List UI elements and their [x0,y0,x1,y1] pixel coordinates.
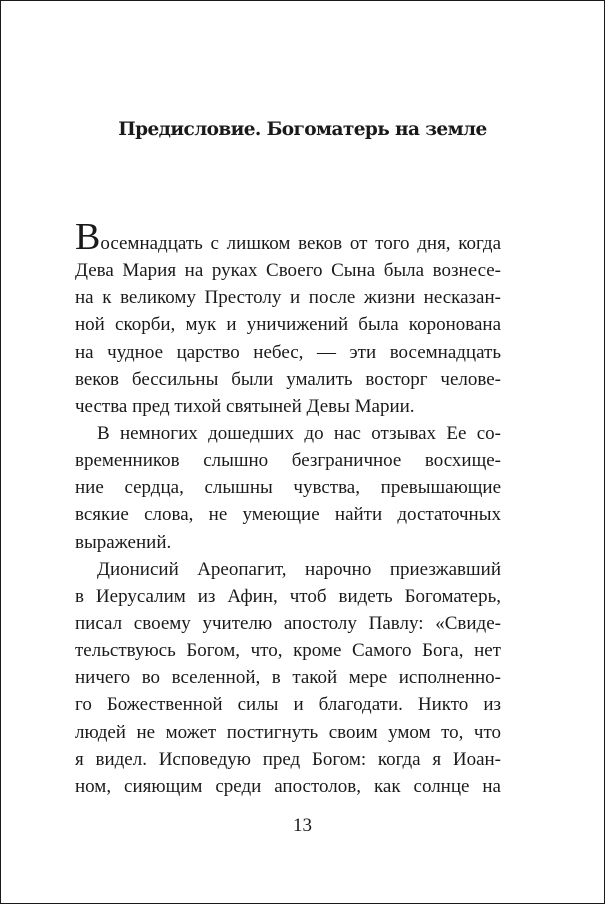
text-line: ние сердца, слышны чувства, превышающие [75,477,501,499]
text-line: писал своему учителю апостолу Павлу: «Свиде- [75,612,501,634]
text-line: выражений. [75,531,172,553]
body-text [75,216,501,800]
text-line: ном, сияющим среди апостолов, как солнце на [75,775,501,797]
text-line: ничего во вселенной, в такой мере исполненно- [75,667,501,689]
text-line: Дионисий Ареопагит, нарочно приезжавший [97,558,501,580]
text-line: в Иерусалим из Афин, чтоб видеть Богоматерь, [75,585,501,607]
text-line: на чудное царство небес, — эти восемнадцать [75,341,501,363]
text-line: ной скорби, мук и уничижений была коронована [75,314,501,336]
text-line [75,216,501,258]
text-line: на к великому Престолу и после жизни несказан- [75,287,501,309]
text-line: го Божественной силы и благодати. Никто из [75,694,501,716]
text-line: людей не может постигнуть своим умом то, что [75,721,501,743]
text-line: В немногих дошедших до нас отзывах Ее со- [97,422,501,444]
text-line: Дева Мария на руках Своего Сына была вознесе- [75,260,501,282]
chapter-heading: Предисловие. Богоматерь на земле [118,119,487,140]
text-line: всякие слова, не умеющие найти достаточных [75,504,501,526]
text-line: временников слышно безграничное восхище- [75,450,501,472]
page-number: 13 [293,815,312,836]
text-line-rest: осемнадцать с лишком веков от того дня, когда [100,233,501,254]
text-line: тельствуюсь Богом, что, кроме Самого Бога, нет [75,640,501,662]
text-line: я видел. Исповедую пред Богом: когда я Иоан- [75,748,501,770]
drop-cap: В [75,216,101,258]
text-line: чества пред тихой святыней Девы Марии. [75,395,415,417]
text-line: веков бессильны были умалить восторг челове- [75,368,501,390]
